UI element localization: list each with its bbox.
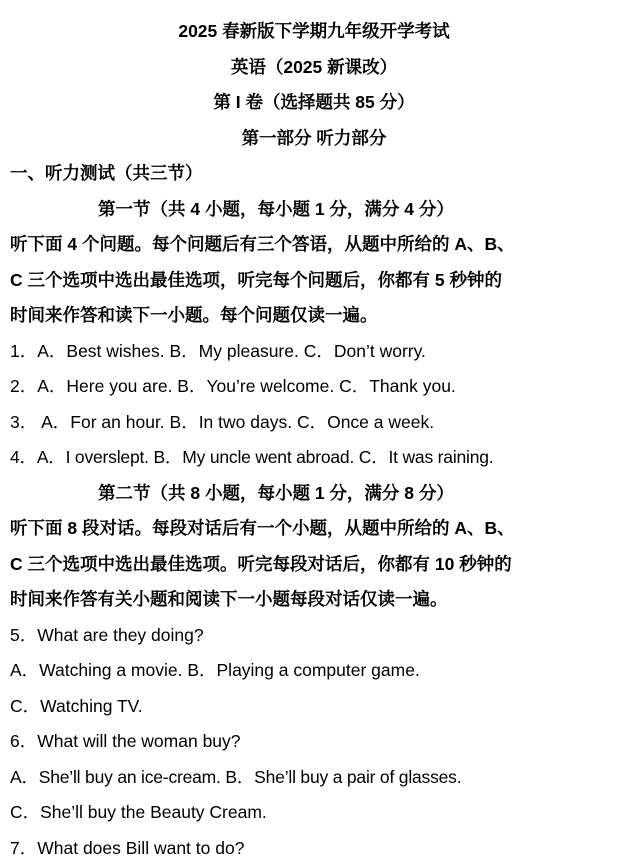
question-item: 3． A．For an hour. B．In two days. C．Once a week. (10, 405, 618, 441)
part-one-instructions (10, 227, 618, 334)
paper-title-line-3: 第 I 卷（选择题共 85 分） (10, 85, 618, 121)
part-two-instruction-line: 时间来作答有关小题和阅读下一小题每段对话仅读一遍。 (10, 582, 618, 618)
part-one-instruction-line: 听下面 4 个问题。每个问题后有三个答语，从题中所给的 A、B、 (10, 227, 618, 263)
question-item: 7．What does Bill want to do? (10, 831, 618, 866)
part-two-instructions (10, 511, 618, 618)
paper-title-line-4: 第一部分 听力部分 (10, 121, 618, 157)
part-one-instruction-line: C 三个选项中选出最佳选项，听完每个问题后，你都有 5 秒钟的 (10, 263, 618, 299)
paper-title-line-1: 2025 春新版下学期九年级开学考试 (10, 14, 618, 50)
question-item: 1．A．Best wishes. B．My pleasure. C．Don’t worry. (10, 334, 618, 370)
question-item: C．She’ll buy the Beauty Cream. (10, 795, 618, 831)
question-item: A．She’ll buy an ice-cream. B．She’ll buy a pair of glasses. (10, 760, 618, 796)
question-item: 6．What will the woman buy? (10, 724, 618, 760)
part-two-instruction-line: C 三个选项中选出最佳选项。听完每段对话后，你都有 10 秒钟的 (10, 547, 618, 583)
question-item: 4．A．I overslept. B．My uncle went abroad. C．It was raining. (10, 440, 618, 476)
part-one-instruction-line: 时间来作答和读下一小题。每个问题仅读一遍。 (10, 298, 618, 334)
question-item: A．Watching a movie. B．Playing a computer game. (10, 653, 618, 689)
part-one-heading: 第一节（共 4 小题，每小题 1 分，满分 4 分） (10, 192, 618, 228)
question-item: 2．A．Here you are. B．You’re welcome. C．Thank you. (10, 369, 618, 405)
part-two-heading: 第二节（共 8 小题，每小题 1 分，满分 8 分） (10, 476, 618, 512)
question-item: C．Watching TV. (10, 689, 618, 725)
listening-section-heading: 一、听力测试（共三节） (10, 156, 618, 192)
question-item: 5．What are they doing? (10, 618, 618, 654)
paper-title-line-2: 英语（2025 新课改） (10, 50, 618, 86)
part-two-instruction-line: 听下面 8 段对话。每段对话后有一个小题，从题中所给的 A、B、 (10, 511, 618, 547)
